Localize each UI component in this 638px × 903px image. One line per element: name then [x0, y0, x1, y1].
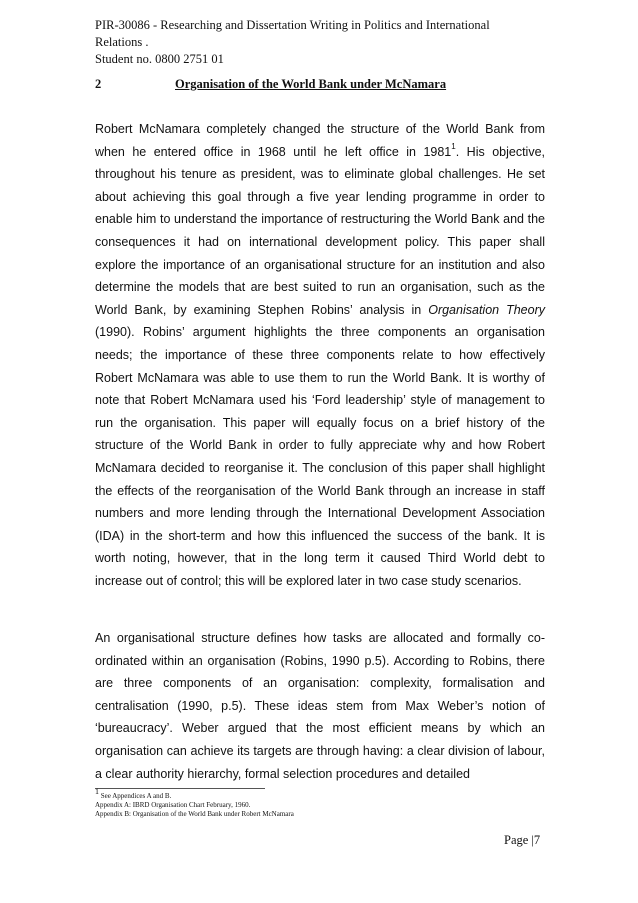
header-course-title: PIR-30086 - Researching and Dissertation Writing in Politics and International [95, 18, 490, 32]
footnotes [95, 786, 545, 819]
paragraph-1-text-a: Robert McNamara completely changed the structure of the World Bank from when he entered office in 1968 until he left office in 1981 [95, 122, 545, 159]
footnote-appendix-a: Appendix A: IBRD Organisation Chart February, 1960. [95, 801, 251, 809]
page-number: Page |7 [504, 833, 541, 847]
footnote-1 [95, 786, 545, 801]
section-number: 2 [95, 77, 102, 91]
document-header [95, 17, 545, 68]
footnote-separator [95, 788, 265, 789]
footnote-reference: 1 [451, 142, 456, 152]
header-student-number: Student no. 0800 2751 01 [95, 52, 224, 66]
header-course-title-continued: Relations . [95, 35, 149, 49]
section-title: Organisation of the World Bank under McNamara [175, 77, 447, 91]
footnote-1-text: See Appendices A and B. [99, 792, 172, 800]
body-paragraph-1 [95, 118, 545, 592]
paragraph-1-text-c: (1990). Robins’ argument highlights the three components an organisation needs; the importance of these three components relate to how effectively Robert McNamara was able to use them to run the World Bank. It is worthy of note that Robert McNamara used his ‘Ford leadership’ style of management to run the organisation. This paper will equally focus on a brief history of the structure of the World Bank in order to fully appreciate why and how Robert McNamara decided to reorganise it. The conclusion of this paper shall highlight the effects of the reorganisation of the World Bank through an increase in staff numbers and more lending through the International Development Association (IDA) in the short-term and how this influenced the success of the bank. It is worth noting, however, that in the long term it caused Third World debt to increase out of control; this will be explored later in two case study scenarios. [95, 325, 545, 588]
paragraph-1-text-b: . His objective, throughout his tenure as president, was to eliminate global challenges. He set about achieving this goal through a five year lending programme in order to enable him to understand the importance of restructuring the World Bank and the consequences it had on international development policy. This paper shall explore the importance of an organisational structure for an institution and also determine the models that are best suited to run an organisation, such as the World Bank, by examining Stephen Robins’ analysis in [95, 144, 545, 317]
book-title: Organisation Theory [428, 302, 545, 317]
footnote-marker: 1 [95, 786, 99, 796]
body-paragraph-2 [95, 627, 545, 785]
paragraph-2-text: An organisational structure defines how tasks are allocated and formally co-ordinated within an organisation (Robins, 1990 p.5). According to Robins, there are three components of an organisation: complexity, formalisation and centralisation (1990, p.5). These ideas stem from Max Weber’s notion of ‘bureaucracy’. Weber argued that the most efficient means by which an organisation can achieve its targets are through having: a clear division of labour, a clear authority hierarchy, formal selection procedures and detailed [95, 631, 545, 781]
footnote-appendix-b: Appendix B: Organisation of the World Bank under Robert McNamara [95, 810, 294, 818]
